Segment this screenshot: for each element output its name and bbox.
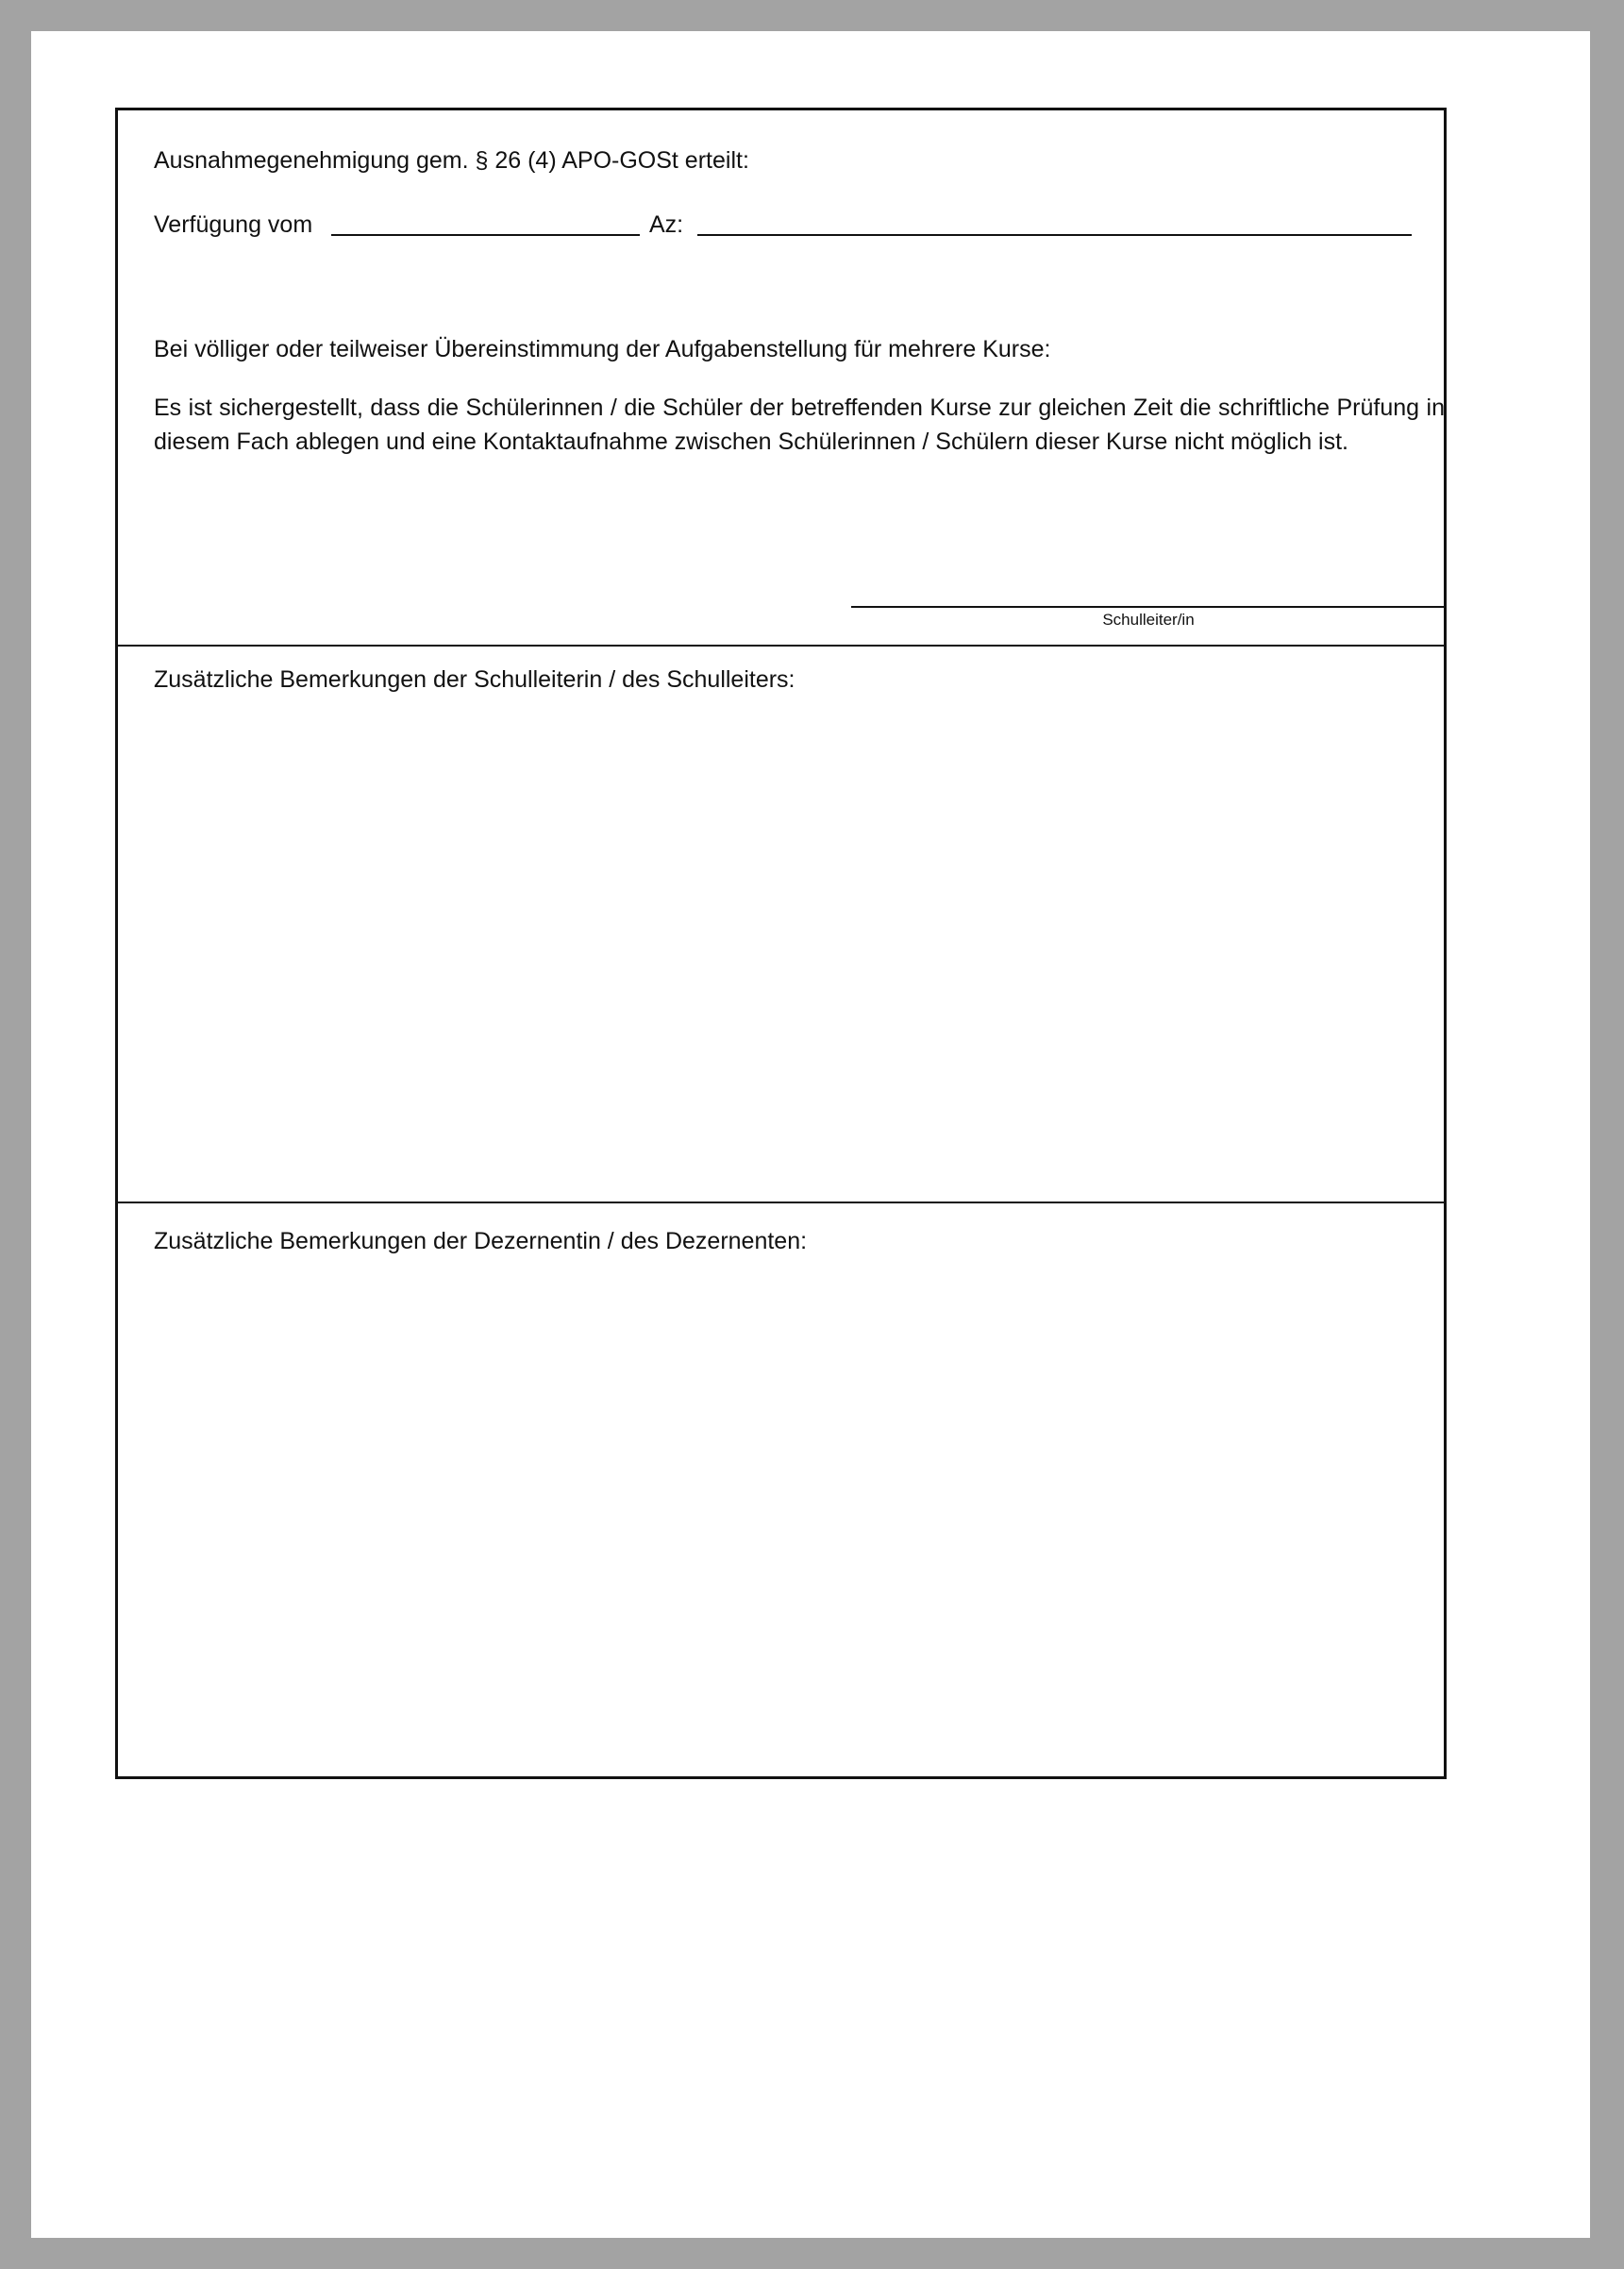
exception-approval-heading: Ausnahmegenehmigung gem. § 26 (4) APO-GOSt erteilt: [154,147,749,174]
verfuegung-date-field[interactable] [331,234,640,236]
az-reference-field[interactable] [697,234,1412,236]
verfuegung-label: Verfügung vom [154,211,313,238]
principal-remarks-section[interactable] [118,645,1444,1202]
dezernent-remarks-section[interactable] [118,1202,1444,1776]
principal-signature-field[interactable] [851,606,1446,608]
exception-approval-section [118,110,1444,645]
principal-remarks-heading: Zusätzliche Bemerkungen der Schulleiterin / des Schulleiters: [154,666,795,693]
multiple-courses-heading: Bei völliger oder teilweiser Übereinstimmung der Aufgabenstellung für mehrere Kurse: [154,336,1051,362]
form-frame [115,108,1447,1779]
dezernent-remarks-heading: Zusätzliche Bemerkungen der Dezernentin / des Dezernenten: [154,1228,808,1254]
az-label: Az: [649,211,684,238]
assurance-paragraph: Es ist sichergestellt, dass die Schülerinnen / die Schüler der betreffenden Kurse zur gleichen Zeit die schriftliche Prüfung in diesem Fach ablegen und eine Kontaktaufnahme zwischen Schülerinnen / Schülern dieser Kurse nicht möglich ist. [154,395,1445,455]
document-page [31,31,1590,2238]
principal-signature-label: Schulleiter/in [1102,611,1195,629]
